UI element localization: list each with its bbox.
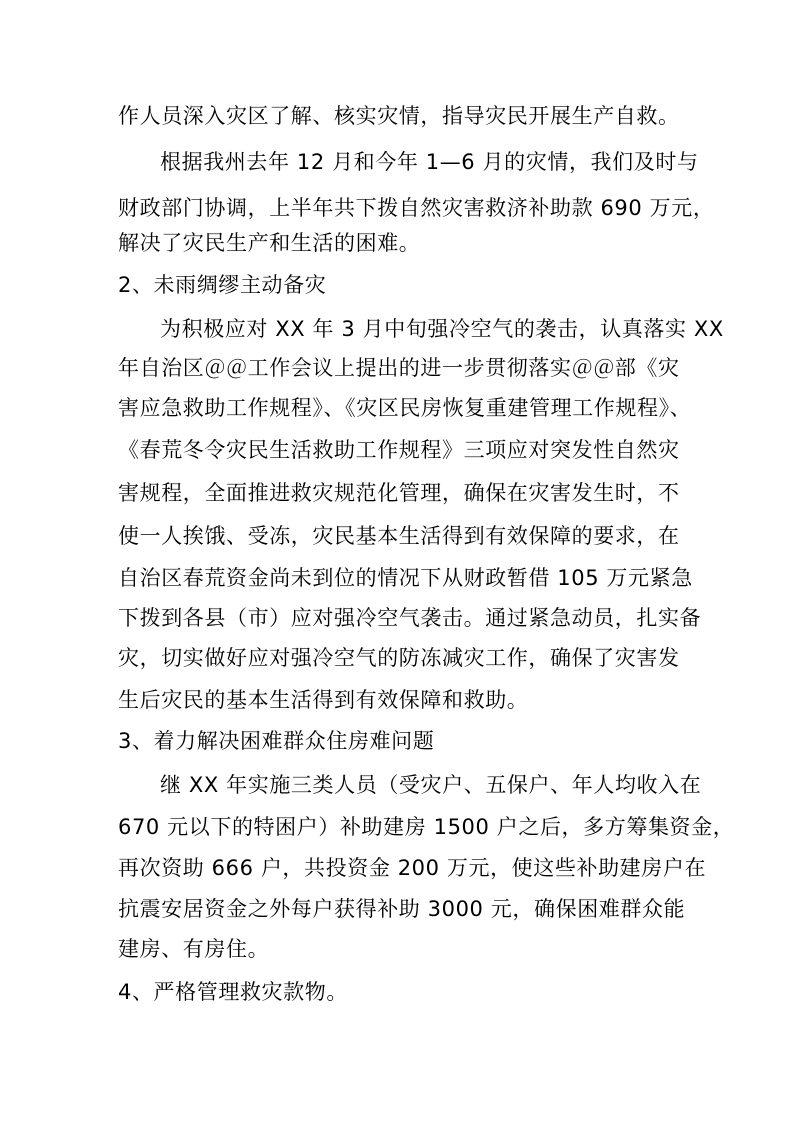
text-line: 下拨到各县（市）应对强冷空气袭击。通过紧急动员，扎实备 [118,606,702,630]
text-line: 抗震安居资金之外每户获得补助 3000 元，确保困难群众能 [118,897,686,921]
text-line: 作人员深入灾区了解、核实灾情，指导灾民开展生产自救。 [118,104,680,128]
paragraph-start-line: 根据我州去年 12 月和今年 1—6 月的灾情，我们及时与 [160,150,699,174]
text-line: 使一人挨饿、受冻，灾民基本生活得到有效保障的要求，在 [118,524,680,548]
text-line: 害规程，全面推进救灾规范化管理，确保在灾害发生时，不 [118,481,680,505]
text-line: 再次资助 666 户，共投资金 200 万元，使这些补助建房户在 [118,856,707,880]
text-line: 害应急救助工作规程》、《灾区民房恢复重建管理工作规程》、 [118,396,692,420]
text-line: 解决了灾民生产和生活的困难。 [118,231,421,255]
text-line: 自治区春荒资金尚未到位的情况下从财政暂借 105 万元紧急 [118,566,693,590]
text-line: 《春荒冬令灾民生活救助工作规程》三项应对突发性自然灾 [118,438,680,462]
section-heading: 3、着力解决困难群众住房难问题 [118,729,435,753]
section-heading: 2、未雨绸缪主动备灾 [118,273,327,297]
section-heading: 4、严格管理救灾款物。 [118,980,348,1004]
text-line: 灾，切实做好应对强冷空气的防冻减灾工作，确保了灾害发 [118,646,680,670]
text-line: 财政部门协调，上半年共下拨自然灾害救济补助款 690 万元， [118,196,715,220]
paragraph-start-line: 继 XX 年实施三类人员（受灾户、五保户、年人均收入在 [160,773,702,797]
text-line: 生后灾民的基本生活得到有效保障和救助。 [118,688,529,712]
paragraph-start-line: 为积极应对 XX 年 3 月中旬强冷空气的袭击，认真落实 XX [160,317,724,341]
text-line: 建房、有房住。 [118,937,270,961]
text-line: 年自治区＠＠工作会议上提出的进一步贯彻落实＠＠部《灾 [118,356,680,380]
text-line: 670 元以下的特困户）补助建房 1500 户之后，多方筹集资金， [118,815,735,839]
